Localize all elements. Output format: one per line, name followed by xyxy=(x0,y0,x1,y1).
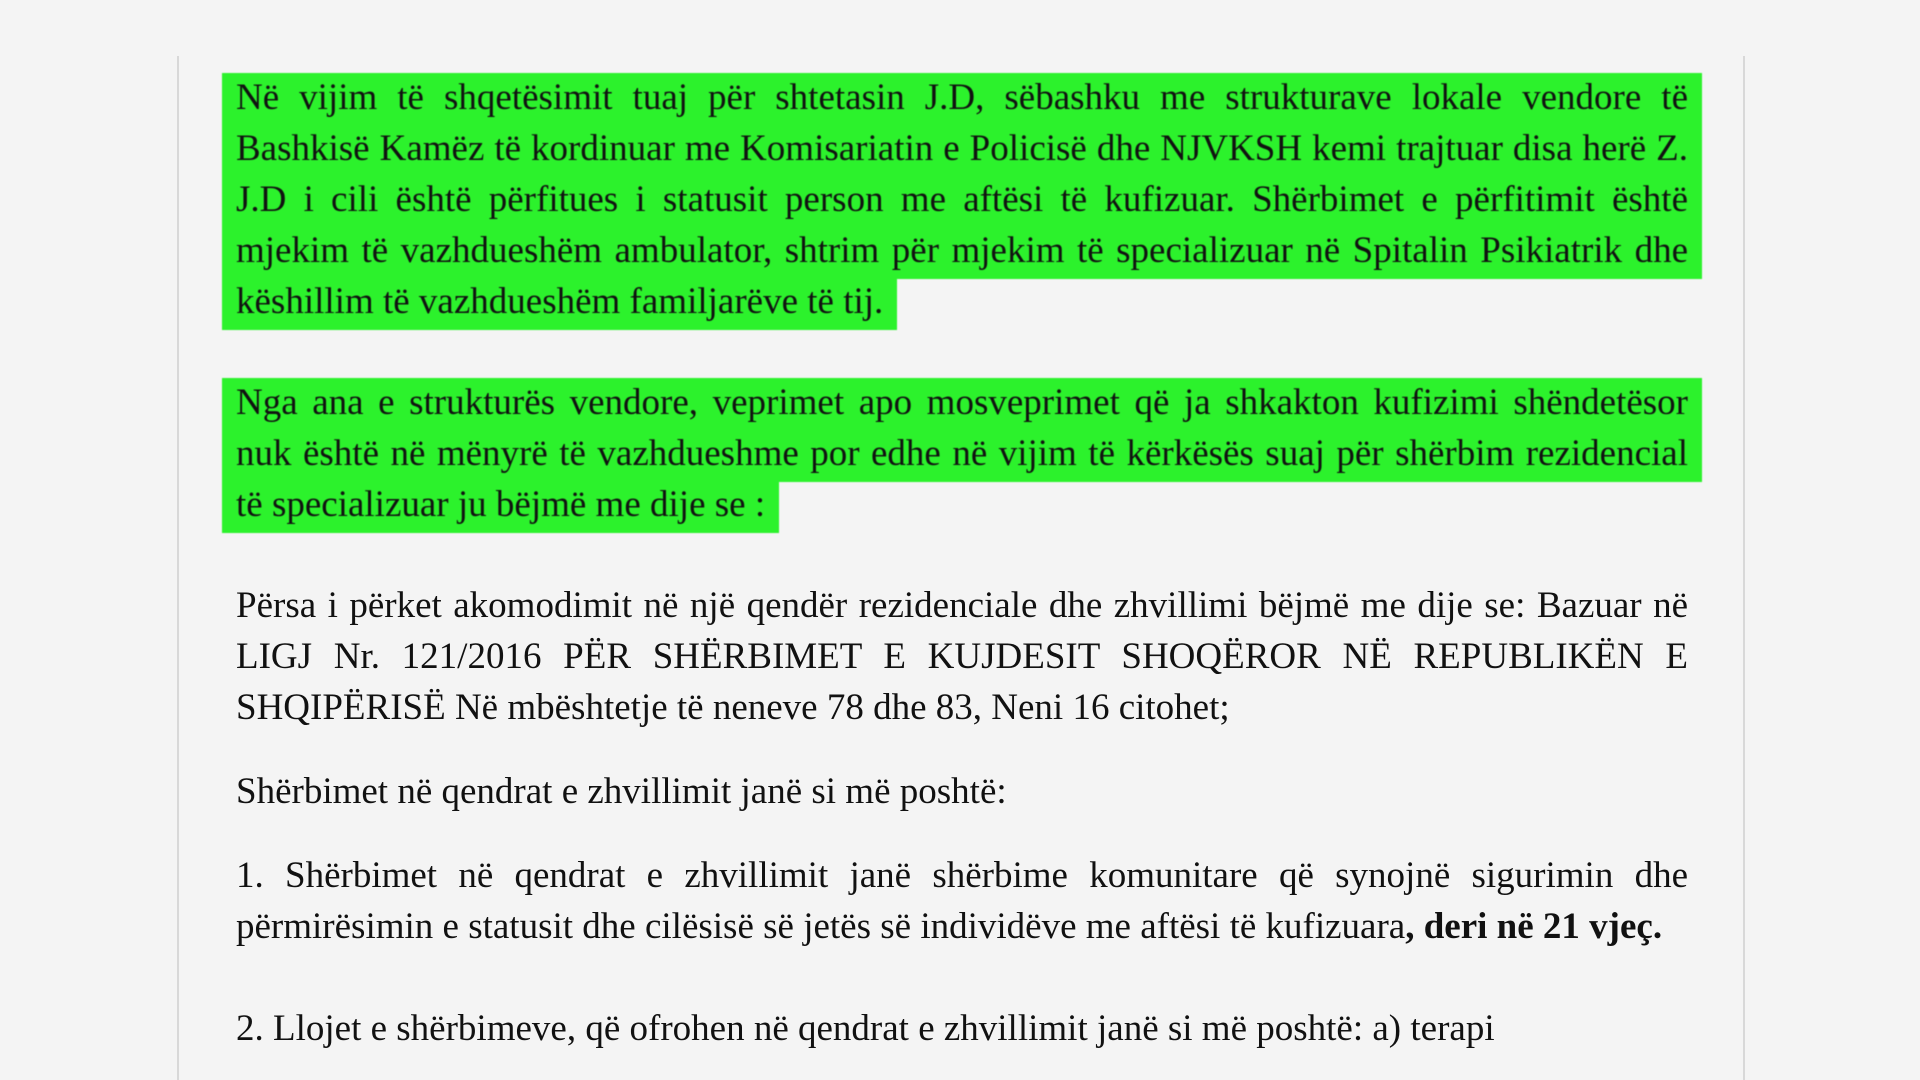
highlighted-text: Nga ana e strukturës vendore, veprimet apo mosveprimet që ja shkakton kufizimi shëndetësor nuk është në mënyrë të vazhdueshme por edhe në vijim të kërkësës suaj për shërbim rezidencial të specializuar ju bëjmë me dije se : xyxy=(236,378,1688,533)
document-page xyxy=(177,56,1745,1080)
list-item-2: 2. Llojet e shërbimeve, që ofrohen në qendrat e zhvillimit janë si më poshtë: a) terapi xyxy=(236,1008,1495,1049)
paragraph-services-intro: Shërbimet në qendrat e zhvillimit janë si më poshtë: xyxy=(236,771,1007,812)
list-item-1-text: 1. Shërbimet në qendrat e zhvillimit janë shërbime komunitare që synojnë sigurimin dhe përmirësimin e statusit dhe cilësisë së jetës së individëve me aftësi të kufizuara xyxy=(236,855,1688,947)
list-item-1 xyxy=(236,850,1688,952)
document-body xyxy=(236,72,1688,1054)
paragraph-highlighted-1 xyxy=(236,72,1688,327)
paragraph-law-reference: Përsa i përket akomodimit në një qendër rezidenciale dhe zhvillimi bëjmë me dije se: Bazuar në LIGJ Nr. 121/2016 PËR SHËRBIMET E KUJDESIT SHOQËROR NË REPUBLIKËN E SHQIPËRISË Në mbështetje të neneve 78 dhe 83, Neni 16 citohet; xyxy=(236,585,1688,728)
highlighted-text: Në vijim të shqetësimit tuaj për shtetasin J.D, sëbashku me strukturave lokale vendore të Bashkisë Kamëz të kordinuar me Komisariatin e Policisë dhe NJVKSH kemi trajtuar disa herë Z. J.D i cili është përfitues i statusit person me aftësi të kufizuar. Shërbimet e përfitimit është mjekim të vazhdueshëm ambulator, shtrim për mjekim të specializuar në Spitalin Psikiatrik dhe këshillim të vazhdueshëm familjarëve të tij. xyxy=(236,73,1688,330)
paragraph-highlighted-2 xyxy=(236,377,1688,530)
list-item-1-bold: , deri në 21 vjeç. xyxy=(1405,906,1663,947)
